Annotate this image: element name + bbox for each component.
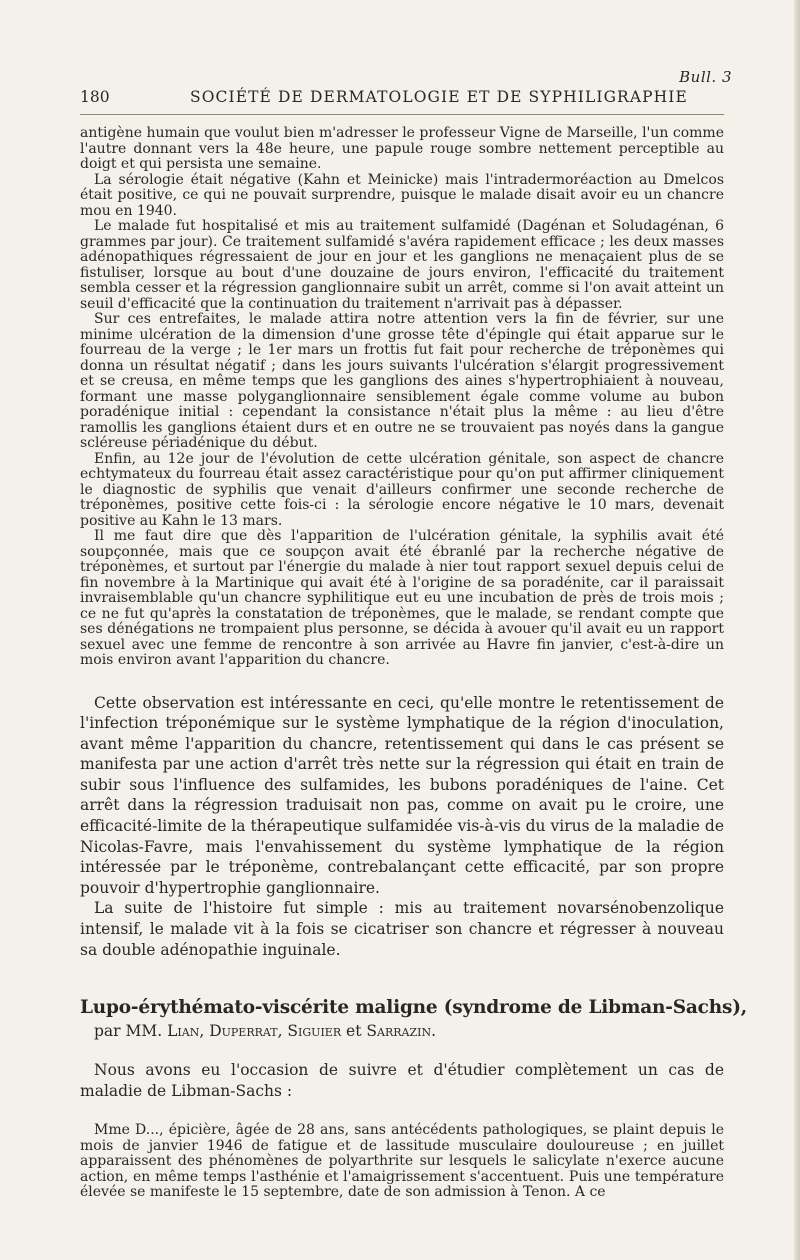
case-paragraph-1: antigène humain que voulut bien m'adresser le professeur Vigne de Marseille, l'un comme l'autre donnant vers la 48e heure, une papule rouge sombre nettement perceptible au doigt et qui persista une semaine.	[80, 125, 724, 172]
case-paragraph-6: Il me faut dire que dès l'apparition de l'ulcération génitale, la syphilis avait été soupçonnée, mais que ce soupçon avait été ébranlé par la recherche négative de tréponèmes, et surtout par l'énergie du malade à nier tout rapport sexuel depuis celui de fin novembre à la Martinique qui avait été à l'origine de sa poradénite, car il paraissait invraisemblable qu'un chancre syphilitique eut eu une incubation de près de trois mois ; ce ne fut qu'après la constatation de tréponèmes, que le malade, se rendant compte que ses dénégations ne trompaient plus personne, se décida à avouer qu'il avait eu un rapport sexuel avec une femme de rencontre à son arrivée au Havre fin janvier, c'est-à-dire un mois environ avant l'apparition du chancre.	[80, 528, 724, 668]
case-paragraph-5: Enfin, au 12e jour de l'évolution de cette ulcération génitale, son aspect de chancre echtymateux du fourreau était assez caractéristique pour qu'on put affirmer cliniquement le diagnostic de syphilis que venait d'ailleurs confirmer une seconde recherche de tréponèmes, positive cette fois-ci : la sérologie encore négative le 10 mars, devenait positive au Kahn le 13 mars.	[80, 450, 724, 529]
page-number: 180	[80, 88, 110, 106]
article-intro: Nous avons eu l'occasion de suivre et d'étudier complètement un cas de maladie de Libman-Sachs :	[80, 1061, 724, 1100]
case-paragraph-4: Sur ces entrefaites, le malade attira notre attention vers la fin de février, sur une minime ulcération de la dimension d'une grosse tête d'épingle qui était apparue sur le fourreau de la verge ; le 1er mars un frottis fut fait pour recherche de tréponèmes qui donna un résultat négatif ; dans les jours suivants l'ulcération s'élargit progressivement et se creusa, en même temps que les ganglions des aines s'hypertrophiaient à nouveau, formant une masse polyganglionnaire sensiblement égale comme volume au bubon poradénique initial : cependant la consistance n'était plus la même : au lieu d'être ramollis les ganglions étaient durs et en outre ne se trouvaient pas noyés dans la gangue scléreuse périadénique du début.	[80, 311, 724, 451]
case-text: D..., épicière, âgée de 28 ans, sans antécédents pathologiques, se plaint depuis le mois de janvier 1946 de fatigue et de lassitude musculaire douloureuse ; en juillet apparaissent des phénomènes de polyarthrite sur lesquels le salicylate n'exerce aucune action, en même temps l'asthénie et l'amaigrissement s'accentuent. Puis une température élevée se manifeste le 15 septembre, date de son admission à Tenon. A ce	[80, 1122, 724, 1201]
authors-conjunction: et	[346, 1022, 362, 1041]
article-authors: par MM. Lian, Duperrat, Siguier et Sarrazin.	[94, 1022, 437, 1041]
author-siguier: Siguier	[287, 1022, 342, 1041]
author-sarrazin: Sarrazin	[366, 1022, 432, 1041]
header-rule	[80, 114, 724, 115]
journal-title: SOCIÉTÉ DE DERMATOLOGIE ET DE SYPHILIGRAPHIE	[190, 88, 688, 106]
spacer	[80, 960, 724, 996]
discussion-paragraph: Cette observation est intéressante en ceci, qu'elle montre le retentissement de l'infection tréponémique sur le système lymphatique de la région d'inoculation, avant même l'apparition du chancre, retentissement qui dans le cas présent se manifesta par une action d'arrêt très nette sur la régression qui était en train de subir sous l'influence des sulfamides, les bubons poradéniques de l'aine. Cet arrêt dans la régression traduisait non pas, comme on avait pu le croire, une efficacité-limite de la thérapeutique sulfamidée vis-à-vis du virus de la maladie de Nicolas-Favre, mais l'envahissement du système lymphatique de la région intéressée par le tréponème, contrebalançant cette efficacité, par son propre pouvoir d'hypertrophie ganglionnaire.	[80, 693, 724, 897]
page-body	[80, 125, 747, 1201]
case-honorific: Mme	[94, 1122, 130, 1139]
spacer	[80, 1101, 724, 1123]
page-edge	[794, 0, 800, 1260]
article-title: Lupo-érythémato-viscérite maligne (syndrome de Libman-Sachs),	[80, 997, 747, 1019]
authors-prefix: par MM.	[94, 1022, 163, 1041]
bulletin-mark: Bull. 3	[679, 68, 732, 86]
running-header	[80, 88, 724, 106]
article-case-paragraph	[80, 1123, 724, 1201]
spacer	[80, 1042, 724, 1060]
spacer	[80, 669, 724, 693]
case-paragraph-2: La sérologie était négative (Kahn et Meinicke) mais l'intradermoréaction au Dmelcos était positive, ce qui ne pouvait surprendre, puisque le malade disait avoir eu un chancre mou en 1940.	[80, 171, 724, 219]
case-paragraph-3: Le malade fut hospitalisé et mis au traitement sulfamidé (Dagénan et Soludagénan, 6 grammes par jour). Ce traitement sulfamidé s'avéra rapidement efficace ; les deux masses adénopathiques régressaient de jour en jour et les ganglions ne menaçaient plus de se fistuliser, lorsque au bout d'une douzaine de jours environ, l'efficacité du traitement sembla cesser et la régression ganglionnaire subit un arrêt, comme si l'on avait atteint un seuil d'efficacité que la continuation du traitement n'arrivait pas à dépasser.	[80, 218, 724, 312]
author-duperrat: Duperrat	[209, 1022, 278, 1041]
author-lian: Lian	[167, 1022, 200, 1041]
conclusion-paragraph: La suite de l'histoire fut simple : mis au traitement novarsénobenzolique intensif, le malade vit à la fois se cicatriser son chancre et régresser à nouveau sa double adénopathie inguinale.	[80, 899, 724, 959]
